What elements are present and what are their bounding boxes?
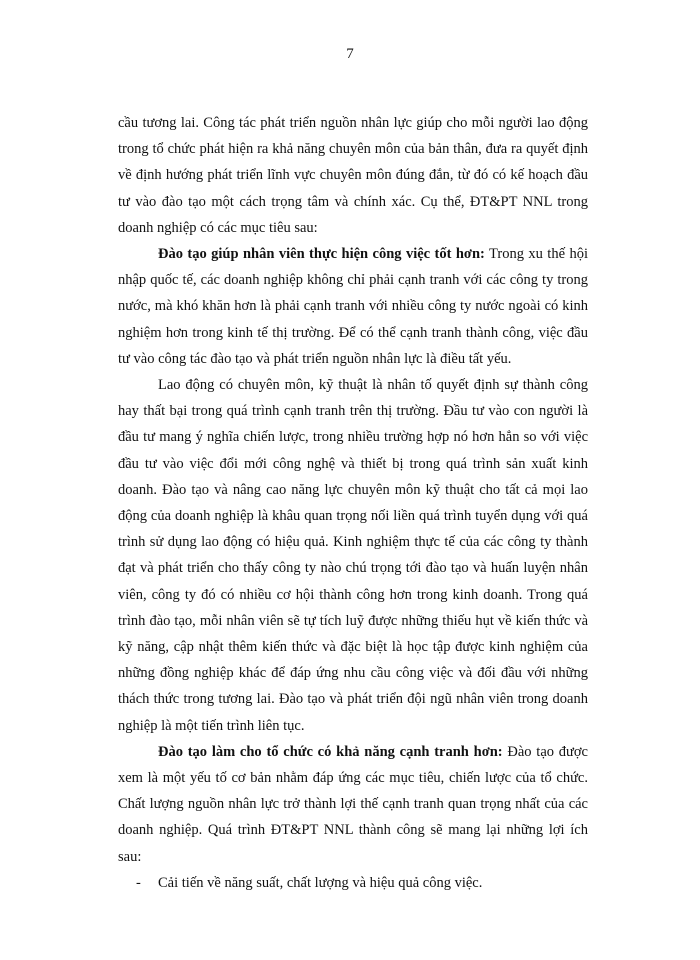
page-number: 7 <box>346 46 354 62</box>
list-item <box>118 870 588 896</box>
paragraph-heading-training-performance: Đào tạo giúp nhân viên thực hiện công việc tốt hơn: <box>158 246 485 263</box>
paragraph-body-competitiveness: Đào tạo được xem là một yếu tố cơ bản nhằm đáp ứng các mục tiêu, chiến lược của tổ chức. Chất lượng nguồn nhân lực trở thành lợi thế cạnh tranh quan trọng nhất của các doanh nghiệp. Quá trình ĐT&PT NNL thành công sẽ mang lại những lợi ích sau: <box>118 743 588 865</box>
paragraph-intro: cầu tương lai. Công tác phát triển nguồn nhân lực giúp cho mỗi người lao động trong tổ chức phát hiện ra khả năng chuyên môn của bản thân, đưa ra quyết định về định hướng phát triển lĩnh vực chuyên môn đúng đắn, từ đó có kế hoạch đầu tư vào đào tạo một cách trọng tâm và chính xác. Cụ thể, ĐT&PT NNL trong doanh nghiệp có các mục tiêu sau: <box>118 115 588 236</box>
paragraph-body-training-performance: Trong xu thế hội nhập quốc tế, các doanh nghiệp không chỉ phải cạnh tranh với các công ty trong nước, mà khó khăn hơn là phải cạnh tranh với nhiều công ty nước ngoài có kinh nghiệm hơn trong kinh tế thị trường. Để có thể cạnh tranh thành công, việc đầu tư vào công tác đào tạo và phát triển nguồn nhân lực là điều tất yếu. <box>118 246 588 367</box>
list-bullet-marker: - <box>136 874 141 891</box>
list-item-text: Cải tiến về năng suất, chất lượng và hiệu quả công việc. <box>158 874 483 891</box>
body-text <box>118 110 588 896</box>
paragraph-competitiveness <box>118 739 588 870</box>
paragraph-heading-competitiveness: Đào tạo làm cho tổ chức có khả năng cạnh tranh hơn: <box>158 743 503 760</box>
paragraph-skilled-labor: Lao động có chuyên môn, kỹ thuật là nhân tố quyết định sự thành công hay thất bại trong quá trình cạnh tranh trên thị trường. Đầu tư vào con người là đầu tư mang ý nghĩa chiến lược, trong nhiều trường hợp nó hơn hẳn so với việc đầu tư vào việc đổi mới công nghệ và thiết bị trong quá trình sản xuất kinh doanh. Đào tạo và nâng cao năng lực chuyên môn kỹ thuật cho tất cả mọi lao động của doanh nghiệp là khâu quan trọng nối liền quá trình tuyển dụng với quá trình sử dụng lao động có hiệu quả. Kinh nghiệm thực tế của các công ty thành đạt và phát triển cho thấy công ty nào chú trọng tới đào tạo và huấn luyện nhân viên, công ty đó có nhiều cơ hội thành công hơn trong kinh doanh. Trong quá trình đào tạo, mỗi nhân viên sẽ tự tích luỹ được những thiếu hụt về kiến thức và kỹ năng, cập nhật thêm kiến thức và đặc biệt là học tập được kinh nghiệm của những đồng nghiệp khác để đáp ứng nhu cầu công việc và đối đầu với những thách thức trong tương lai. Đào tạo và phát triển đội ngũ nhân viên trong doanh nghiệp là một tiến trình liên tục. <box>118 377 588 734</box>
paragraph-training-performance <box>118 241 588 372</box>
